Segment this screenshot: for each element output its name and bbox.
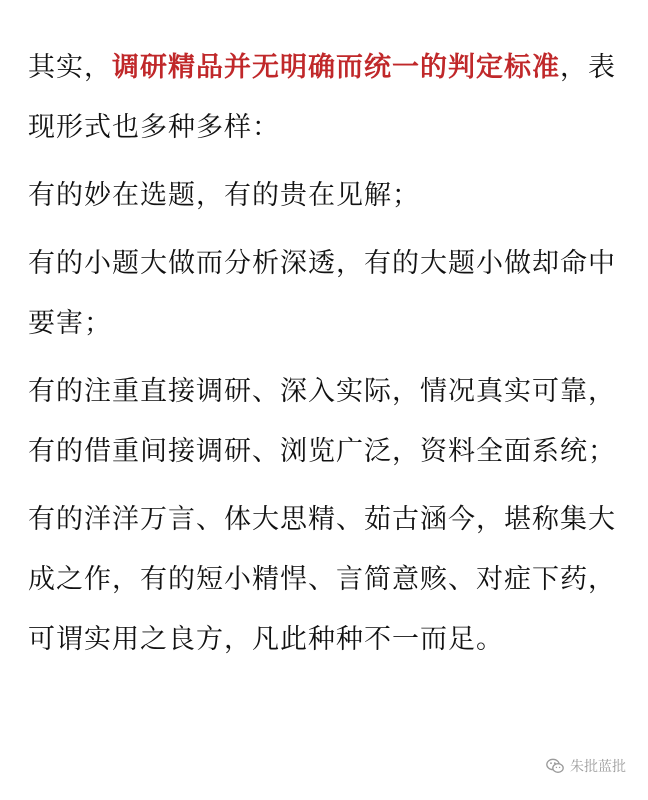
intro-paragraph xyxy=(28,38,624,158)
intro-tail: ，表现形式也多种多样： xyxy=(28,52,616,143)
paragraph-topic: 有的妙在选题，有的贵在见解； xyxy=(28,180,420,211)
intro-lead: 其实， xyxy=(28,52,112,83)
intro-highlight: 调研精品并无明确而统一的判定标准 xyxy=(112,52,560,83)
paragraph-scope: 有的小题大做而分析深透，有的大题小做却命中要害； xyxy=(28,248,616,339)
watermark-text: 朱批蓝批 xyxy=(570,759,626,775)
wechat-icon xyxy=(546,758,564,774)
article-body xyxy=(28,38,624,670)
watermark xyxy=(546,756,626,776)
paragraph-length: 有的洋洋万言、体大思精、茹古涵今，堪称集大成之作，有的短小精悍、言简意赅、对症下药，可谓实用之良方，凡此种种不一而足。 xyxy=(28,504,616,655)
paragraph-method: 有的注重直接调研、深入实际，情况真实可靠，有的借重间接调研、浏览广泛，资料全面系统； xyxy=(28,376,616,467)
